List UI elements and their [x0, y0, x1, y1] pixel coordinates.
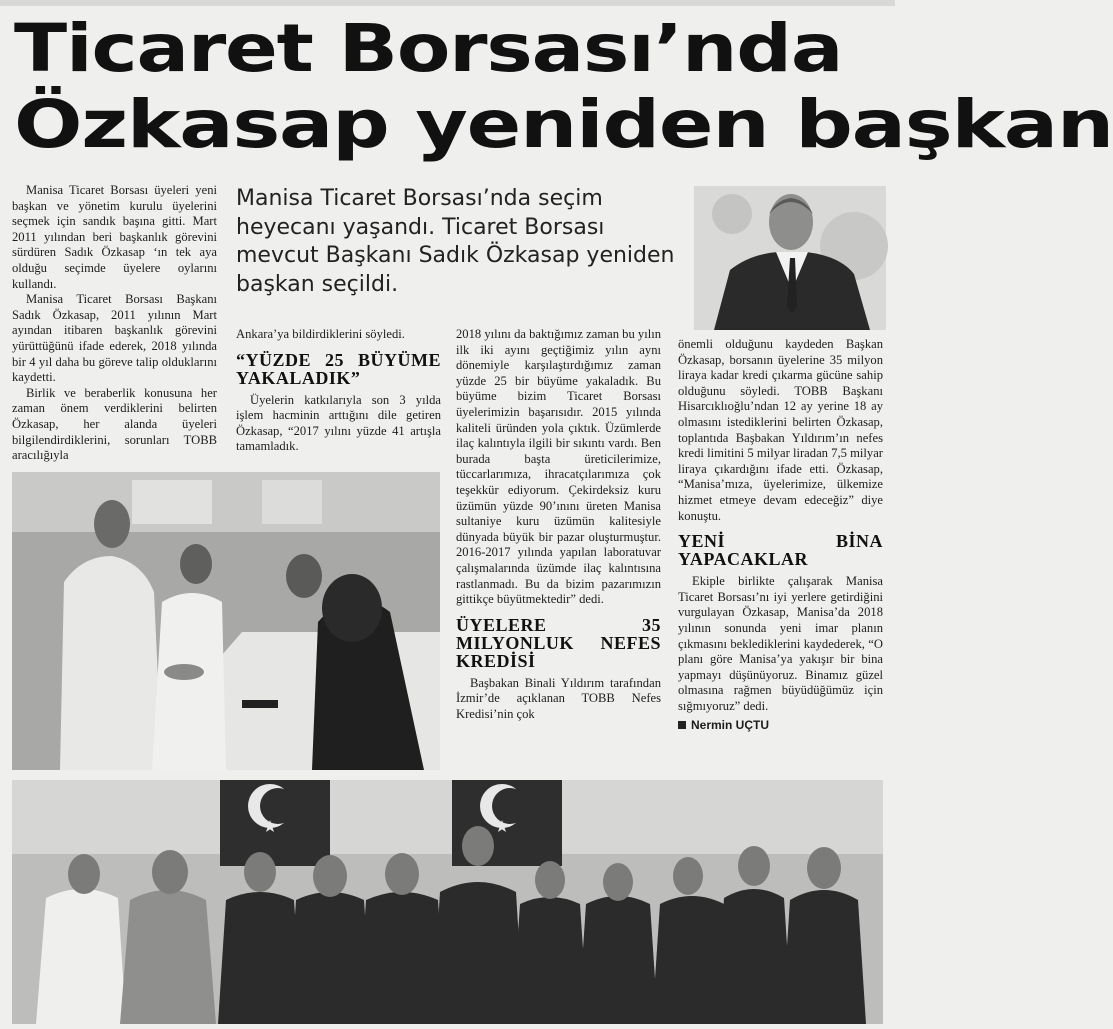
headline-line-2: Özkasap yeniden başkan [14, 86, 1113, 163]
voting-scene-image [12, 472, 440, 770]
column-2-paragraph: Üyelerin katkılarıyla son 3 yılda işlem hacminin arttığını dile getiren Özkasap, “2017 yılını yüzde 41 artışla tamamladık. [236, 392, 441, 454]
article-column-4 [678, 337, 883, 734]
column-1-paragraph: Manisa Ticaret Borsası Başkanı Sadık Özkasap, 2011 yılının Mart ayından itibaren başkanlık görevini yürüttüğünü ifade ederek, 2018 yılında bir 4 yıl daha bu göreve talip olduklarını kaydetti. [12, 292, 217, 385]
page-top-rule [0, 0, 895, 6]
article-column-3 [456, 327, 661, 722]
column-3-paragraph: 2018 yılını da baktığımız zaman bu yılın ilk iki ayını geçtiğimiz yılın aynı dönemiyle karşılaştırdığımız zaman yüzde 25 bir büyüme yakaladık. Bu büyüme bizim Ticaret Borsası üyelerimizin başarısıdır. 2015 yılında kaliteli üründen yola çıktık. Üzümlerde ilaç kalıntıyla ilgili bir sıkıntı vardı. Ben burada başta üreticilerimize, tüccarlarımıza, ihracatçılarımıza çok teşekkür ediyorum. Çekirdeksiz kuru üzümün yüzde 90’ınını üreten Manisa sultaniye kuru üzümün kalitesiyle dünyada büyük bir pazar oluşturmuştur. 2016-2017 yılında yapılan laboratuvar çalışmalarında üzümde ilaç kalıntısına rastlanmadı. Bu da bizim pazarımızın gittikçe büyütmektedir” dedi. [456, 327, 661, 607]
subheading-new-building: YENİ BİNA YAPACAKLAR [678, 531, 883, 570]
column-3-paragraph: Başbakan Binali Yıldırım tarafından İzmir’de açıklanan TOBB Nefes Kredisi’nin çok [456, 675, 661, 721]
headline-line-1: Ticaret Borsası’nda [14, 10, 843, 87]
subheading-credit: ÜYELERE 35 MILYONLUK NEFES KREDİSİ [456, 614, 661, 671]
article-column-2 [236, 327, 441, 455]
author-byline [678, 718, 883, 734]
voting-photo [12, 472, 440, 770]
column-4-paragraph: Ekiple birlikte çalışarak Manisa Ticaret Borsası’nı iyi yerlere getirdiğini vurgulayan Özkasap, Manisa’da 2018 yılının sonunda yeni imar planın çıkmasını beklediklerini kaydederek, “O planı göre Manisa’ya yakışır bir bina yapmayı düşünüyoruz. Binamız güzel olmasına rağmen büyüdüğümüz için sığmıyoruz” dedi. [678, 574, 883, 713]
column-2-paragraph: Ankara’ya bildirdiklerini söyledi. [236, 327, 405, 341]
lead-paragraph: Manisa Ticaret Borsası’nda seçim heyecanı yaşandı. Ticaret Borsası mevcut Başkanı Sadık Özkasap yeniden başkan seçildi. [236, 186, 675, 297]
portrait-photo [694, 186, 886, 330]
byline-square-icon [678, 721, 686, 729]
portrait-image [694, 186, 886, 330]
column-1-paragraph: Birlik ve beraberlik konusuna her zaman önem verdiklerini belirten Özkasap, her alanda üyeleri bilgilendirdiklerini, sorunları TOBB aracılığıyla [12, 385, 217, 463]
subheading-growth: “YÜZDE 25 BÜYÜME YAKALADIK” [236, 349, 441, 388]
column-1-paragraph: Manisa Ticaret Borsası üyeleri yeni başkan ve yönetim kurulu üyelerini seçmek için sandık başına gitti. Mart 2011 yılından beri başkanlık görevini sürdüren Sadık Özkasap ‘ın tek aya olduğu seçimde üyelere oylarını kullandı. [12, 183, 217, 291]
group-photo [12, 780, 883, 1024]
author-name: Nermin UÇTU [691, 718, 770, 733]
group-scene-image [12, 780, 883, 1024]
article-column-1 [12, 183, 217, 464]
column-4-paragraph: önemli olduğunu kaydeden Başkan Özkasap, borsanın üyelerine 35 milyon liraya kadar kredi çıkarma gücüne sahip olduğunu söyledi. TOBB Başkanı Hisarcıklıoğlu’ndan 12 ay yerine 18 ay olmasını istediklerini belirten Özkasap, toplantıda Başbakan Yıldırım’ın nefes kredi limitini 5 milyar liradan 7,5 milyar liraya çıkardığını ifade etti. Özkasap, “Manisa’mıza, üyelerimize, ülkemize hizmet etmeye devam edeceğiz” diye konuştu. [678, 337, 883, 523]
